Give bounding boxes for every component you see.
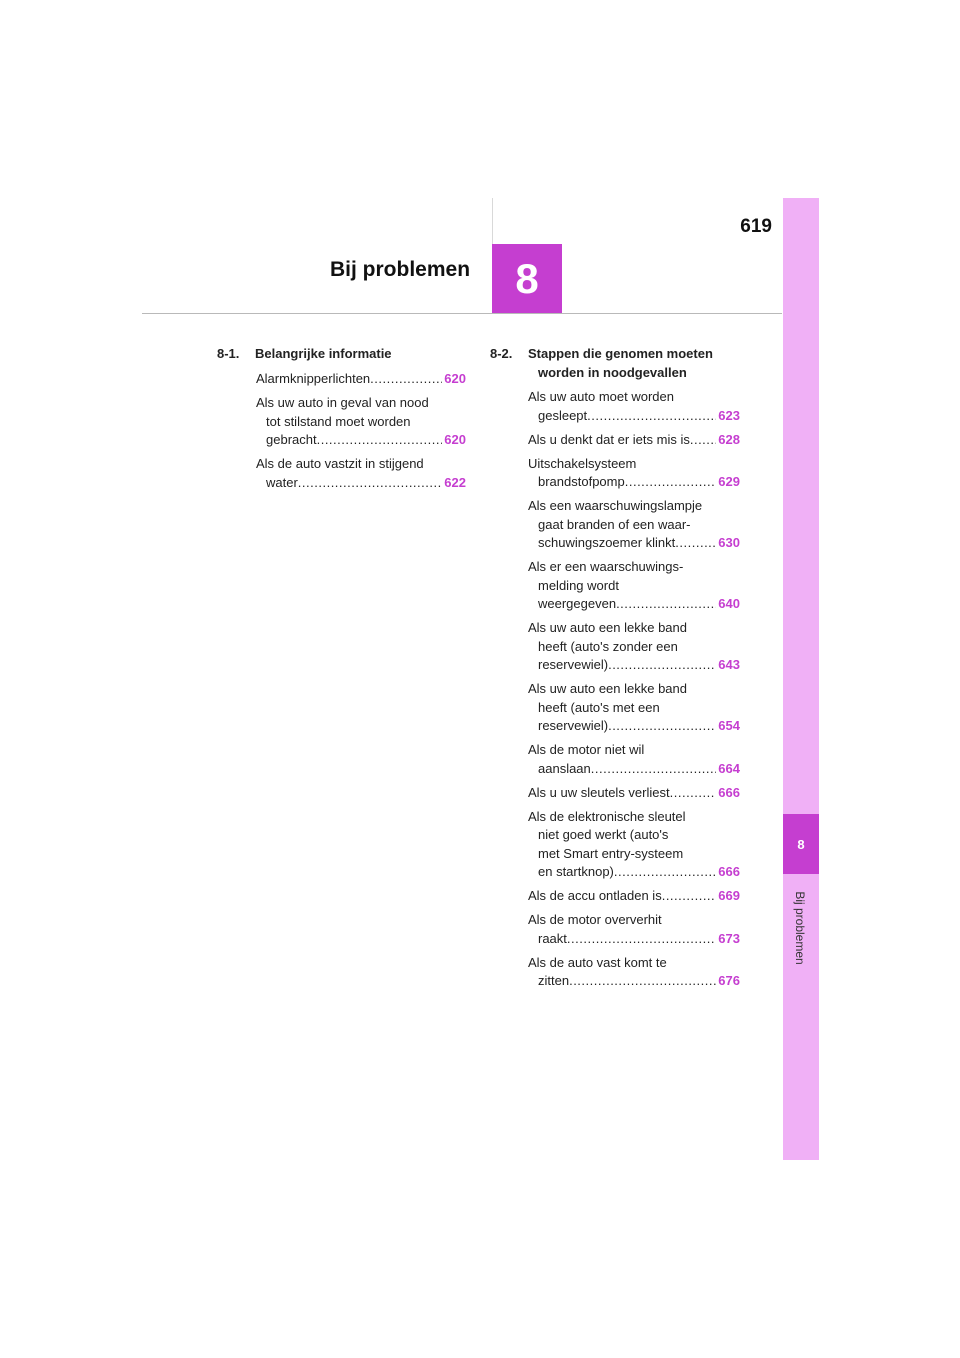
toc-entry-line [528, 887, 740, 906]
header-divider [492, 198, 493, 244]
toc-entry-text: reservewiel) [538, 718, 609, 733]
toc-leader-dots [608, 717, 716, 736]
toc-page-link[interactable]: 669 [718, 888, 740, 903]
toc-entry-text: Als de auto vastzit in stijgend [256, 456, 424, 471]
toc-entry-text: Als u denkt dat er iets mis is [528, 431, 690, 447]
toc-page-link[interactable]: 643 [718, 657, 740, 672]
toc-entry-text: Als uw auto in geval van nood [256, 395, 429, 410]
toc-entry-line [528, 680, 740, 699]
toc-entry-text: raakt [538, 930, 567, 946]
toc-entry-line [528, 595, 740, 614]
toc-page-link[interactable]: 628 [718, 431, 740, 447]
toc-entry-line [528, 760, 740, 779]
toc-entry-line [256, 431, 466, 450]
toc-entry-list [256, 370, 466, 498]
toc-leader-dots [670, 784, 717, 803]
chapter-title: Bij problemen [330, 258, 471, 281]
toc-page-link[interactable]: 673 [718, 930, 740, 946]
toc-page-link[interactable]: 622 [444, 474, 466, 490]
toc-entry-text: brandstofpomp [538, 474, 625, 489]
toc-leader-dots [675, 534, 716, 553]
toc-entry[interactable] [528, 455, 740, 492]
toc-entry-line [528, 497, 740, 516]
toc-entry-line [528, 784, 740, 803]
toc-entry-line [256, 413, 466, 432]
toc-entry-text: Als de accu ontladen is [528, 888, 662, 903]
toc-entry-line [528, 388, 740, 407]
toc-entry-line [528, 808, 740, 827]
chapter-thumb-tab [783, 198, 819, 1160]
toc-page-link[interactable]: 640 [718, 596, 740, 611]
toc-entry-text: Als er een waarschuwings- [528, 559, 684, 574]
toc-page-link[interactable]: 654 [718, 718, 740, 733]
toc-entry-text: aanslaan [538, 760, 591, 776]
toc-entry-text: reservewiel) [538, 657, 609, 672]
toc-leader-dots [625, 473, 717, 492]
toc-entry[interactable] [528, 619, 740, 675]
toc-entry-text: en startknop) [538, 864, 614, 879]
toc-entry[interactable] [528, 388, 740, 425]
toc-entry-text: Als een waarschuwingslampje [528, 498, 703, 513]
toc-entry-text: Als de auto vast komt te [528, 954, 667, 970]
toc-entry-text: Als de motor oververhit [528, 912, 662, 927]
section-number: 8-1. [217, 346, 240, 361]
toc-entry[interactable] [256, 370, 466, 389]
toc-entry-line [528, 473, 740, 492]
toc-page-link[interactable]: 629 [718, 474, 740, 489]
toc-entry-line [256, 474, 466, 493]
toc-page-link[interactable]: 676 [718, 973, 740, 988]
toc-page-link[interactable]: 623 [718, 407, 740, 423]
section-title [255, 345, 392, 364]
toc-leader-dots [370, 370, 442, 389]
toc-entry-text: Als de elektronische sleutel [528, 808, 686, 824]
toc-entry-line [528, 699, 740, 718]
toc-entry-line [528, 638, 740, 657]
toc-entry-line [256, 455, 466, 474]
toc-entry-text: gaat branden of een waar- [538, 516, 691, 532]
toc-entry-line [528, 930, 740, 949]
toc-entry-line [528, 516, 740, 535]
toc-entry[interactable] [256, 394, 466, 450]
toc-entry-text: Als uw auto een lekke band [528, 620, 687, 635]
thumb-tab-label [790, 883, 810, 973]
toc-page-link[interactable]: 620 [444, 432, 466, 447]
toc-entry[interactable] [528, 954, 740, 991]
toc-leader-dots [614, 863, 716, 882]
section-title-line: worden in noodgevallen [538, 364, 687, 380]
toc-entry-text: melding wordt [538, 577, 619, 593]
toc-entry-text: Alarmknipperlichten [256, 371, 371, 386]
toc-entry-list [528, 388, 740, 996]
toc-entry[interactable] [528, 680, 740, 736]
toc-entry-line [528, 656, 740, 675]
chapter-number-badge: 8 [492, 244, 562, 314]
toc-page-link[interactable]: 620 [444, 371, 466, 386]
toc-leader-dots [662, 887, 717, 906]
toc-entry-line [528, 972, 740, 991]
toc-entry-line [528, 577, 740, 596]
toc-entry-text: heeft (auto's zonder een [538, 638, 678, 654]
toc-entry[interactable] [528, 887, 740, 906]
toc-entry-text: met Smart entry-systeem [538, 845, 684, 861]
toc-leader-dots [317, 431, 443, 450]
toc-entry[interactable] [528, 431, 740, 450]
toc-leader-dots [608, 656, 716, 675]
toc-entry-text: Als de motor niet wil [528, 742, 645, 757]
toc-entry-text: niet goed werkt (auto's [538, 827, 669, 842]
toc-entry-line [528, 558, 740, 577]
page-number: 619 [740, 216, 772, 237]
toc-entry-line [528, 407, 740, 426]
toc-entry-text: heeft (auto's met een [538, 699, 660, 715]
toc-page-link[interactable]: 630 [718, 535, 740, 550]
toc-entry[interactable] [528, 784, 740, 803]
toc-page-link[interactable]: 666 [718, 784, 740, 800]
toc-entry[interactable] [528, 808, 740, 882]
toc-entry-text: tot stilstand moet worden [266, 413, 411, 429]
toc-leader-dots [587, 407, 716, 426]
toc-entry-text: gebracht [266, 432, 317, 447]
toc-entry-text: Als u uw sleutels verliest [528, 784, 670, 800]
toc-entry-line [528, 826, 740, 845]
toc-entry-line [528, 534, 740, 553]
toc-entry-text: Als uw auto een lekke band [528, 681, 687, 696]
toc-page-link[interactable]: 666 [718, 864, 740, 879]
toc-entry[interactable] [256, 455, 466, 492]
thumb-tab-label-text: Bij problemen [793, 891, 807, 965]
section-title-line: Stappen die genomen moeten [528, 346, 713, 361]
toc-entry-line [528, 741, 740, 760]
toc-entry-text: Als uw auto moet worden [528, 389, 674, 404]
toc-entry-line [528, 845, 740, 864]
toc-leader-dots [616, 595, 716, 614]
toc-entry-line [528, 717, 740, 736]
toc-entry-line [528, 954, 740, 973]
toc-entry-text: zitten [538, 973, 570, 988]
toc-entry-line [528, 863, 740, 882]
toc-entry[interactable] [528, 497, 740, 553]
toc-leader-dots [567, 930, 716, 949]
toc-entry-line [528, 455, 740, 474]
toc-entry-line [528, 619, 740, 638]
toc-entry-text: schuwingszoemer klinkt [538, 535, 676, 550]
section-number: 8-2. [490, 346, 513, 361]
toc-entry-text: Uitschakelsysteem [528, 455, 637, 471]
toc-entry-line [528, 431, 740, 450]
section-title [528, 345, 733, 382]
toc-leader-dots [569, 972, 716, 991]
toc-entry[interactable] [528, 911, 740, 948]
toc-entry-line [256, 394, 466, 413]
toc-leader-dots [591, 760, 717, 779]
toc-entry-text: gesleept [538, 407, 588, 423]
toc-entry[interactable] [528, 558, 740, 614]
toc-entry-text: water [266, 474, 298, 490]
thumb-tab-number: 8 [783, 814, 819, 874]
toc-entry[interactable] [528, 741, 740, 778]
toc-entry-line [528, 911, 740, 930]
toc-entry-text: weergegeven [538, 596, 617, 611]
toc-entry-line [256, 370, 466, 389]
section-title-line: Belangrijke informatie [255, 346, 392, 361]
toc-leader-dots [690, 431, 716, 450]
toc-page-link[interactable]: 664 [718, 760, 740, 776]
header-rule [142, 313, 782, 314]
toc-leader-dots [298, 474, 443, 493]
